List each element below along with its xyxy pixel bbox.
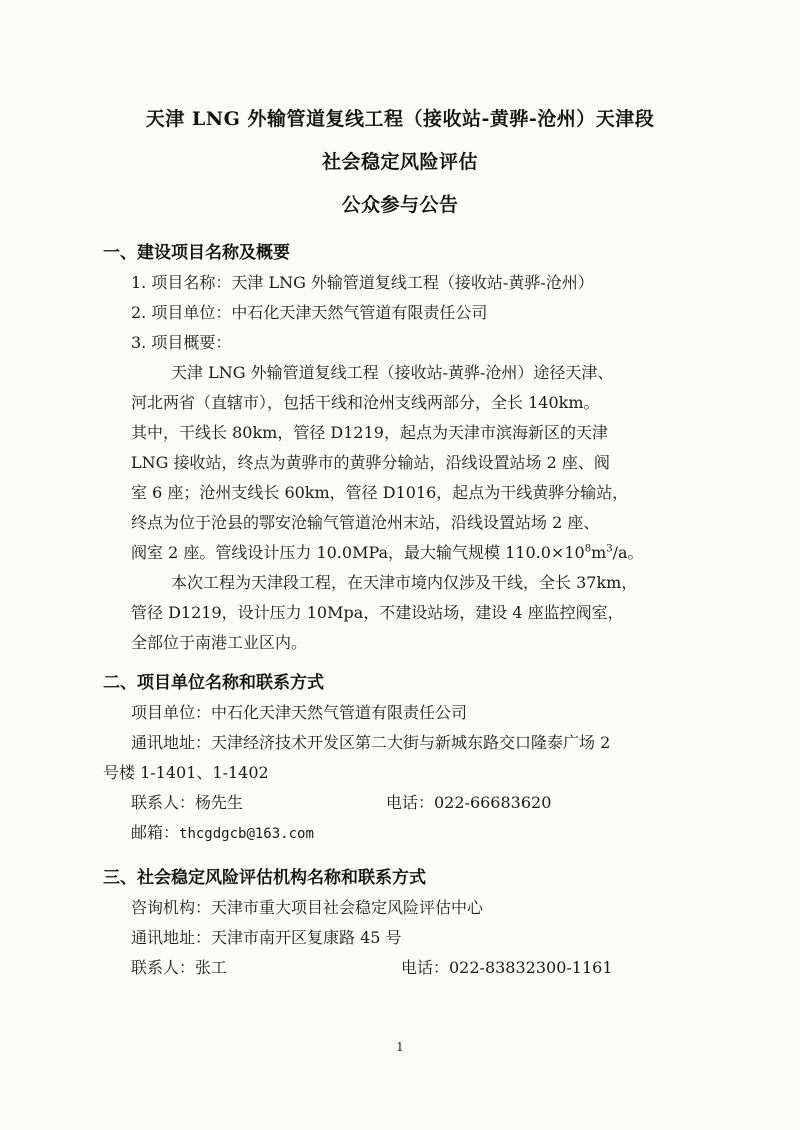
section3-address: 通讯地址：天津市南开区复康路 45 号 [131, 928, 402, 947]
project-name: 1. 项目名称：天津 LNG 外输管道复线工程（接收站-黄骅-沧州） [131, 273, 594, 292]
project-unit: 2. 项目单位：中石化天津天然气管道有限责任公司 [131, 303, 488, 322]
email-label: 邮箱： [131, 823, 180, 842]
document-body [103, 238, 703, 983]
title-line-3: 公众参与公告 [341, 194, 459, 216]
project-overview-label: 3. 项目概要： [131, 333, 232, 352]
section2-unit: 项目单位：中石化天津天然气管道有限责任公司 [131, 703, 468, 722]
section2-address-line2: 号楼 1-1401、1-1402 [103, 763, 269, 782]
tianjin-section-line: 全部位于南港工业区内。 [131, 633, 308, 652]
section3-contact: 联系人：张工 [131, 958, 228, 977]
document-title [0, 98, 800, 227]
exponent-8: 8 [584, 543, 592, 555]
overview-line: 天津 LNG 外输管道复线工程（接收站-黄骅-沧州）途径天津、 [171, 363, 614, 382]
email-address: thcgdgcb@163.com [179, 826, 314, 842]
overview-line: 河北两省（直辖市），包括干线和沧州支线两部分，全长 140km。 [131, 393, 600, 412]
project-overview-paragraph [103, 358, 701, 658]
section1-heading: 一、建设项目名称及概要 [103, 243, 290, 263]
overview-last-suffix: /a。 [612, 543, 644, 562]
section3-org: 咨询机构：天津市重大项目社会稳定风险评估中心 [131, 898, 484, 917]
section3-contact-row [103, 953, 703, 983]
section2-phone: 电话：022-66683620 [386, 793, 552, 812]
tianjin-section-line: 管径 D1219，设计压力 10Mpa，不建设站场，建设 4 座监控阀室， [131, 603, 624, 622]
overview-last-prefix: 阀室 2 座。管线设计压力 10.0MPa，最大输气规模 110.0×10 [131, 543, 585, 562]
section2-email-row [103, 818, 703, 849]
page-number: 1 [396, 1040, 404, 1054]
title-line-1: 天津 LNG 外输管道复线工程（接收站-黄骅-沧州）天津段 [145, 108, 655, 130]
section2-contact: 联系人：杨先生 [131, 793, 244, 812]
overview-line-last [131, 538, 701, 568]
exponent-3: 3 [606, 543, 613, 555]
title-line-2: 社会稳定风险评估 [321, 151, 478, 173]
section2-contact-row [103, 788, 703, 818]
section2-address-line1: 通讯地址：天津经济技术开发区第二大街与新城东路交口隆泰广场 2 [131, 733, 611, 752]
overview-line: LNG 接收站，终点为黄骅市的黄骅分输站，沿线设置站场 2 座、阀 [131, 453, 610, 472]
unit-m: m [591, 543, 607, 562]
overview-line: 室 6 座；沧州支线长 60km，管径 D1016，起点为干线黄骅分输站， [131, 483, 629, 502]
section2-heading: 二、项目单位名称和联系方式 [103, 673, 324, 693]
overview-line: 其中，干线长 80km，管径 D1219，起点为天津市滨海新区的天津 [131, 423, 608, 442]
section3-heading: 三、社会稳定风险评估机构名称和联系方式 [103, 868, 426, 888]
overview-line: 终点为位于沧县的鄂安沧输气管道沧州末站，沿线设置站场 2 座、 [131, 513, 600, 532]
tianjin-section-line: 本次工程为天津段工程，在天津市境内仅涉及干线，全长 37km， [171, 573, 638, 592]
section3-phone: 电话：022-83832300-1161 [401, 958, 613, 977]
